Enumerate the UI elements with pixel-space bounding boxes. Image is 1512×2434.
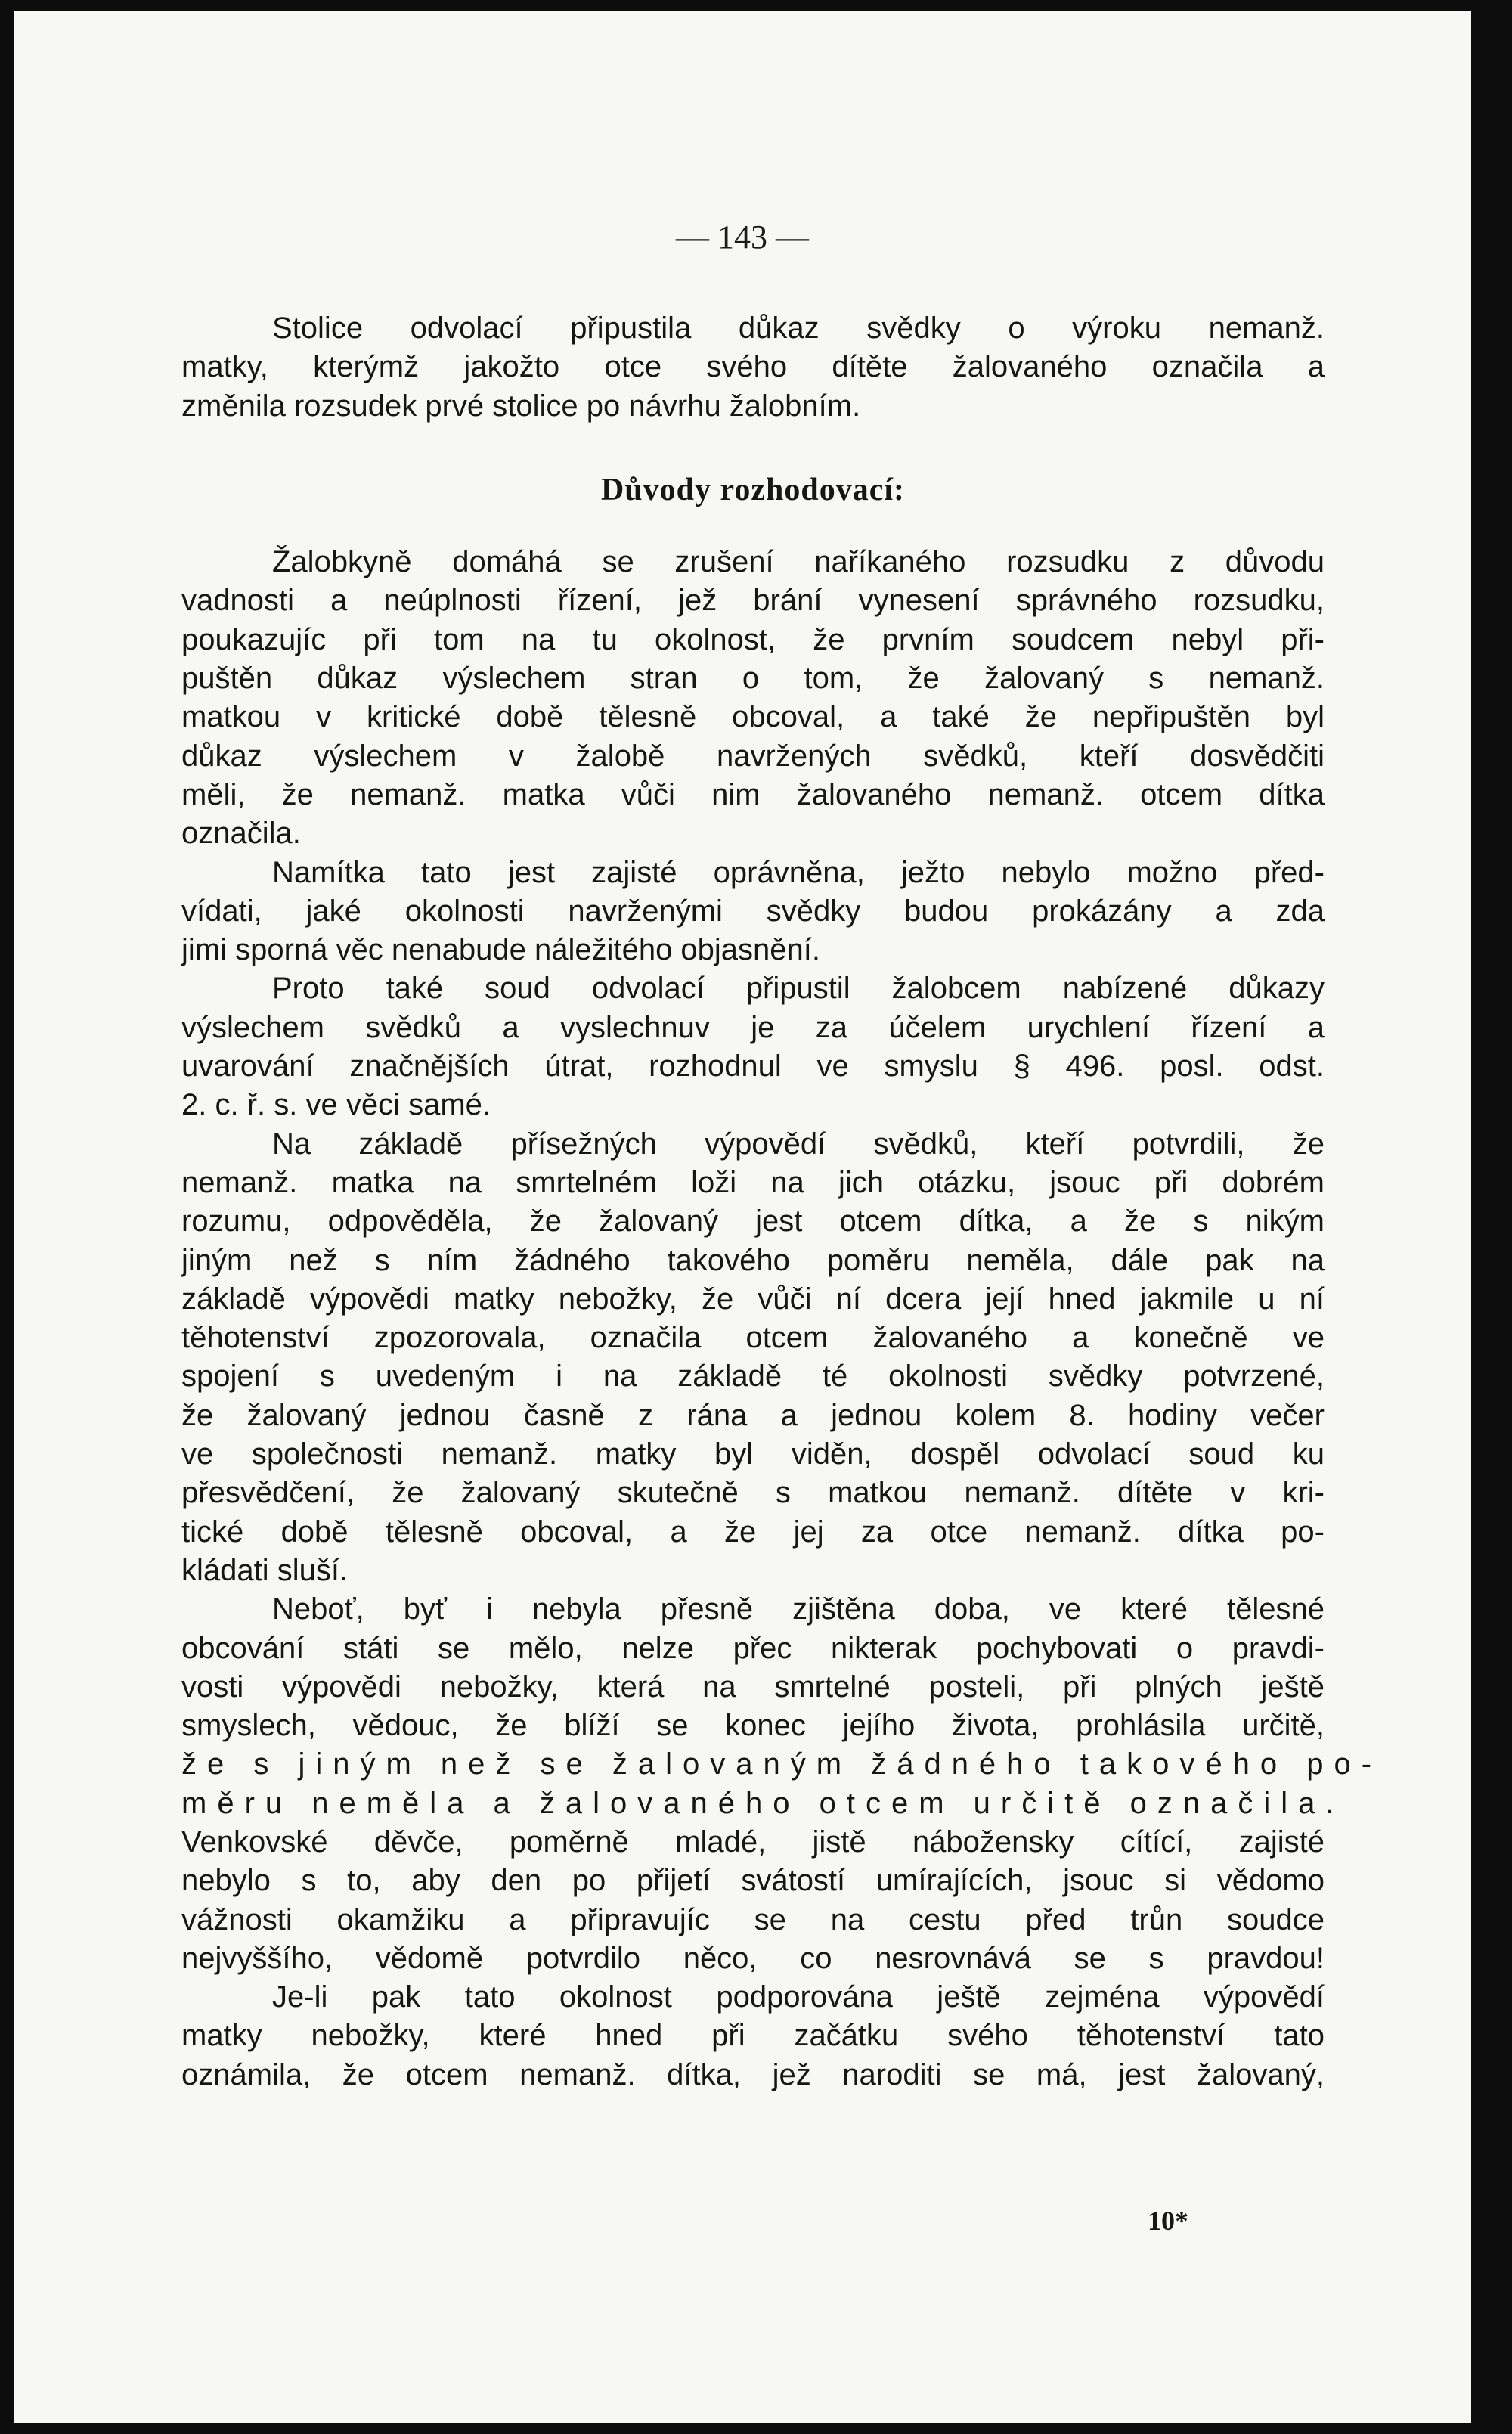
text-line: výslechem svědků a vyslechnuv je za účelem urychlení řízení a bbox=[181, 1010, 1325, 1044]
text-line: spojení s uvedeným i na základě té okolnosti svědky potvrzené, bbox=[181, 1360, 1325, 1394]
text-line: rozumu, odpověděla, že žalovaný jest otcem dítka, a že s nikým bbox=[181, 1205, 1325, 1239]
paragraph-4 bbox=[181, 969, 1325, 1124]
text-line: vadnosti a neúplnosti řízení, jež brání vynesení správného rozsudku, bbox=[181, 584, 1325, 618]
text-line: měli, že nemanž. matka vůči nim žalovaného nemanž. otcem dítka bbox=[181, 777, 1325, 811]
text-line: jiným než s ním žádného takového poměru neměla, dále pak na bbox=[181, 1243, 1325, 1277]
text-line: důkaz výslechem v žalobě navržených svědků, kteří dosvědčiti bbox=[181, 739, 1325, 773]
text-line: Žalobkyně domáhá se zrušení naříkaného rozsudku z důvodu bbox=[272, 545, 1325, 579]
paragraph-1 bbox=[181, 309, 1325, 426]
text-line: Stolice odvolací připustila důkaz svědky o výroku nemanž. bbox=[272, 312, 1325, 345]
text-line: Na základě přísežných výpovědí svědků, kteří potvrdili, že bbox=[272, 1127, 1325, 1161]
text-line: Je-li pak tato okolnost podporována ještě zejména výpovědí bbox=[272, 1980, 1325, 2014]
paragraph-7 bbox=[181, 1978, 1325, 2094]
text-line: Neboť, byť i nebyla přesně zjištěna doba, ve které tělesné bbox=[272, 1592, 1325, 1626]
text-line: smyslech, vědouc, že blíží se konec jejího života, prohlásila určitě, bbox=[181, 1709, 1325, 1743]
text-line: jimi sporná věc nenabude náležitého objasnění. bbox=[181, 933, 821, 967]
text-line: vosti výpovědi nebožky, která na smrtelné posteli, při plných ještě bbox=[181, 1670, 1325, 1704]
text-line: nemanž. matka na smrtelném loži na jich otázku, jsouc při dobrém bbox=[181, 1165, 1325, 1199]
text-line: vídati, jaké okolnosti navrženými svědky budou prokázány a zda bbox=[181, 894, 1325, 928]
page-number: — 143 — bbox=[676, 219, 809, 256]
text-line: přesvědčení, že žalovaný skutečně s matkou nemanž. dítěte v kri- bbox=[181, 1476, 1325, 1510]
text-line: základě výpovědi matky nebožky, že vůči ní dcera její hned jakmile u ní bbox=[181, 1282, 1325, 1316]
text-line: Proto také soud odvolací připustil žalobcem nabízené důkazy bbox=[272, 972, 1325, 1006]
text-line: vážnosti okamžiku a připravujíc se na cestu před trůn soudce bbox=[181, 1902, 1325, 1936]
text-line: matkou v kritické době tělesně obcoval, a také že nepřipuštěn byl bbox=[181, 700, 1325, 734]
text-line: že žalovaný jednou časně z rána a jednou kolem 8. hodiny večer bbox=[181, 1398, 1325, 1432]
text-line: uvarování značnějších útrat, rozhodnul ve smyslu § 496. posl. odst. bbox=[181, 1050, 1325, 1084]
text-line: matky nebožky, které hned při začátku svého těhotenství tato bbox=[181, 2019, 1325, 2053]
text-line: Namítka tato jest zajisté oprávněna, ježto nebylo možno před- bbox=[272, 855, 1325, 889]
printer-signature-mark: 10* bbox=[1148, 2206, 1188, 2236]
section-heading: Důvody rozhodovací: bbox=[600, 472, 906, 507]
text-line: matky, kterýmž jakožto otce svého dítěte žalovaného označila a bbox=[181, 350, 1325, 384]
text-line-emphasized: že s jiným než se žalovaným žádného takového po- bbox=[181, 1747, 1383, 1781]
paragraph-2 bbox=[181, 543, 1325, 853]
text-line: označila. bbox=[181, 817, 301, 851]
text-line: změnila rozsudek prvé stolice po návrhu žalobním. bbox=[181, 389, 861, 423]
text-line: poukazujíc při tom na tu okolnost, že prvním soudcem nebyl při- bbox=[181, 622, 1325, 656]
text-line: obcování státi se mělo, nelze přec nikterak pochybovati o pravdi- bbox=[181, 1631, 1325, 1665]
paragraph-5 bbox=[181, 1125, 1325, 1591]
text-line: nejvyššího, vědomě potvrdilo něco, co nesrovnává se s pravdou! bbox=[181, 1941, 1325, 1975]
paragraph-3 bbox=[181, 854, 1325, 970]
text-line: nebylo s to, aby den po přijetí svátostí umírajících, jsouc si vědomo bbox=[181, 1864, 1325, 1898]
text-line: puštěn důkaz výslechem stran o tom, že žalovaný s nemanž. bbox=[181, 662, 1325, 696]
text-line: 2. c. ř. s. ve věci samé. bbox=[181, 1088, 491, 1122]
text-line: kládati sluší. bbox=[181, 1553, 349, 1587]
text-line: Venkovské děvče, poměrně mladé, jistě nábožensky cítící, zajisté bbox=[181, 1825, 1325, 1859]
document-page bbox=[14, 11, 1471, 2423]
body-text bbox=[181, 309, 1383, 2094]
paragraph-6 bbox=[181, 1590, 1383, 1978]
text-line-emphasized: měru neměla a žalovaného otcem určitě označila. bbox=[181, 1786, 1345, 1820]
text-line: těhotenství zpozorovala, označila otcem žalovaného a konečně ve bbox=[181, 1321, 1325, 1355]
text-line: ve společnosti nemanž. matky byl viděn, dospěl odvolací soud ku bbox=[181, 1437, 1325, 1471]
text-line: oznámila, že otcem nemanž. dítka, jež naroditi se má, jest žalovaný, bbox=[181, 2057, 1325, 2091]
text-line: tické době tělesně obcoval, a že jej za otce nemanž. dítka po- bbox=[181, 1515, 1325, 1549]
